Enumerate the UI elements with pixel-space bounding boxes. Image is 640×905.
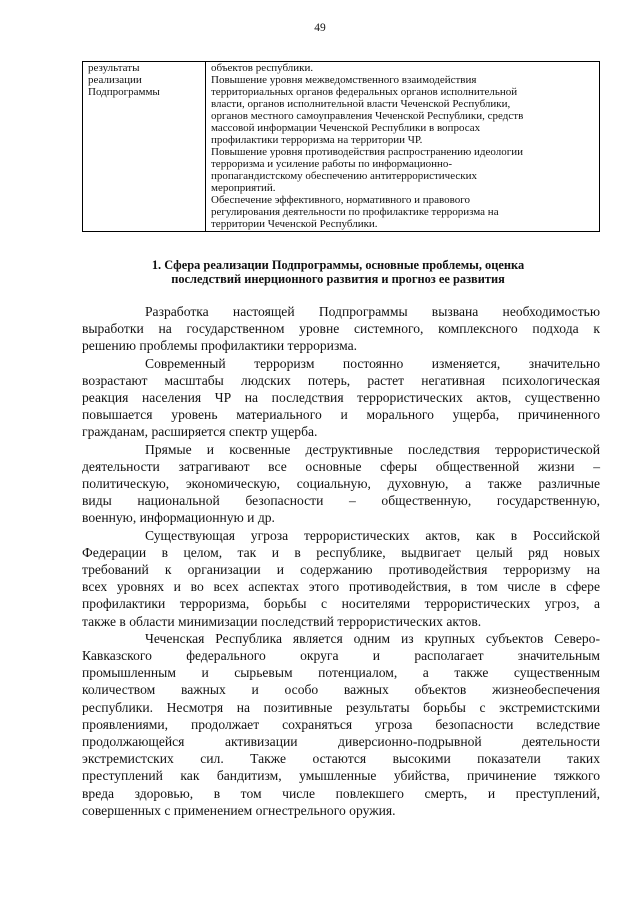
paragraph-line: требований к организации и содержанию противодействия терроризму на (82, 562, 600, 578)
table-result-line: власти, органов исполнительной власти Чеченской Республики, (211, 98, 511, 110)
paragraph-line: Федерации в целом, так и в республике, выдвигает целый ряд новых (82, 544, 600, 560)
table-result-line: территориальных органов федеральных органов исполнительной (211, 86, 518, 98)
paragraph-line: реакция населения ЧР на последствия террористических актов, существенно (82, 390, 600, 406)
table-result-line: массовой информации Чеченской Республики в вопросах (211, 122, 481, 134)
table-value-cell (206, 62, 600, 232)
paragraph-line: выработки на государственном уровне системного, комплексного подхода к (82, 321, 600, 337)
paragraph-line: Чеченская Республика является одним из крупных субъектов Северо- (145, 630, 600, 646)
table-result-line: органов местного самоуправления Чеченской Республики, средств (211, 110, 524, 122)
paragraph-line: Существующая угроза террористических актов, как в Российской (145, 527, 600, 543)
table-result-line: объектов республики. (211, 62, 314, 74)
table-label-line: реализации (88, 74, 142, 86)
section-heading-line: 1. Сфера реализации Подпрограммы, основные проблемы, оценка (151, 258, 525, 272)
paragraph-line: вреда здоровью, в том числе повлекшего смерть, и преступлений, (82, 785, 600, 801)
body-text (82, 303, 600, 819)
paragraph-line: экстремистских сил. Также остаются высокими показатели таких (82, 751, 600, 767)
paragraph (82, 630, 600, 819)
table-result-line: Обеспечение эффективного, нормативного и правового (211, 194, 471, 206)
paragraph-line: Кавказского федерального округа и располагает значительным (82, 648, 600, 664)
table-label-line: Подпрограммы (88, 86, 160, 98)
table-result-line: профилактики терроризма на территории ЧР. (211, 134, 423, 146)
table-result-line: регулирования деятельности по профилактике терроризма на (211, 206, 499, 218)
page-number: 49 (314, 22, 326, 34)
paragraph-line: количеством важных и особо важных объектов жизнеобеспечения (82, 682, 600, 698)
table-result-line: территории Чеченской Республики. (211, 218, 378, 230)
table-result-line: Повышение уровня межведомственного взаимодействия (211, 74, 477, 86)
paragraph (82, 303, 600, 355)
paragraph-line: виды национальной безопасности – общественную, государственную, (82, 493, 600, 509)
section-heading (108, 258, 568, 286)
paragraph-line: Прямые и косвенные деструктивные последствия террористической (145, 441, 600, 457)
table-result-line: пропагандистскому обеспечению антитеррористических (211, 170, 477, 182)
paragraph-line: деятельности затрагивают все основные сферы общественной жизни – (82, 458, 600, 474)
paragraph (82, 527, 600, 630)
paragraph-line: Современный терроризм постоянно изменяется, значительно (145, 355, 600, 371)
table-result-line: мероприятий. (211, 182, 276, 194)
paragraph-line: возрастают масштабы людских потерь, растет негативная психологическая (82, 372, 600, 388)
paragraph-line: преступлений как бандитизм, умышленные убийства, причинение тяжкого (82, 768, 600, 784)
paragraph-line: проявлениями, продолжает сохраняться угроза безопасности вследствие (82, 716, 600, 732)
table-label-cell (83, 62, 206, 232)
program-summary-table (82, 61, 600, 232)
table-result-line: Повышение уровня противодействия распространению идеологии (211, 146, 523, 158)
paragraph (82, 441, 600, 527)
section-heading-line: последствий инерционного развития и прогноз ее развития (171, 272, 505, 286)
paragraph-line: промышленным и сырьевым потенциалом, а также существенным (82, 665, 600, 681)
paragraph-line: всех уровнях и во всех аспектах этого противодействия, в том числе в сфере (82, 579, 600, 595)
paragraph (82, 355, 600, 441)
paragraph-line: совершенных с применением огнестрельного оружия. (82, 802, 396, 818)
paragraph-line: профилактики терроризма, борьбы с носителями террористических угроз, а (82, 596, 600, 612)
table-label-line: результаты (88, 62, 140, 74)
paragraph-line: Разработка настоящей Подпрограммы вызвана необходимостью (145, 304, 600, 319)
paragraph-line: продолжающейся активизации диверсионно-подрывной деятельности (82, 734, 600, 750)
paragraph-line: решению проблемы профилактики терроризма. (82, 338, 358, 354)
table-row (83, 62, 600, 232)
paragraph-line: республики. Несмотря на позитивные результаты борьбы с экстремистскими (82, 699, 600, 715)
paragraph-line: также в области минимизации последствий террористических актов. (82, 613, 482, 629)
table-result-line: терроризма и усиление работы по информационно- (211, 158, 453, 170)
paragraph-line: политическую, экономическую, социальную, духовную, а также различные (82, 476, 600, 492)
paragraph-line: повышается уровень материального и морального ущерба, причиненного (82, 407, 600, 423)
paragraph-line: гражданам, расширяется спектр ущерба. (82, 424, 318, 440)
paragraph-line: военную, информационную и др. (82, 510, 275, 526)
